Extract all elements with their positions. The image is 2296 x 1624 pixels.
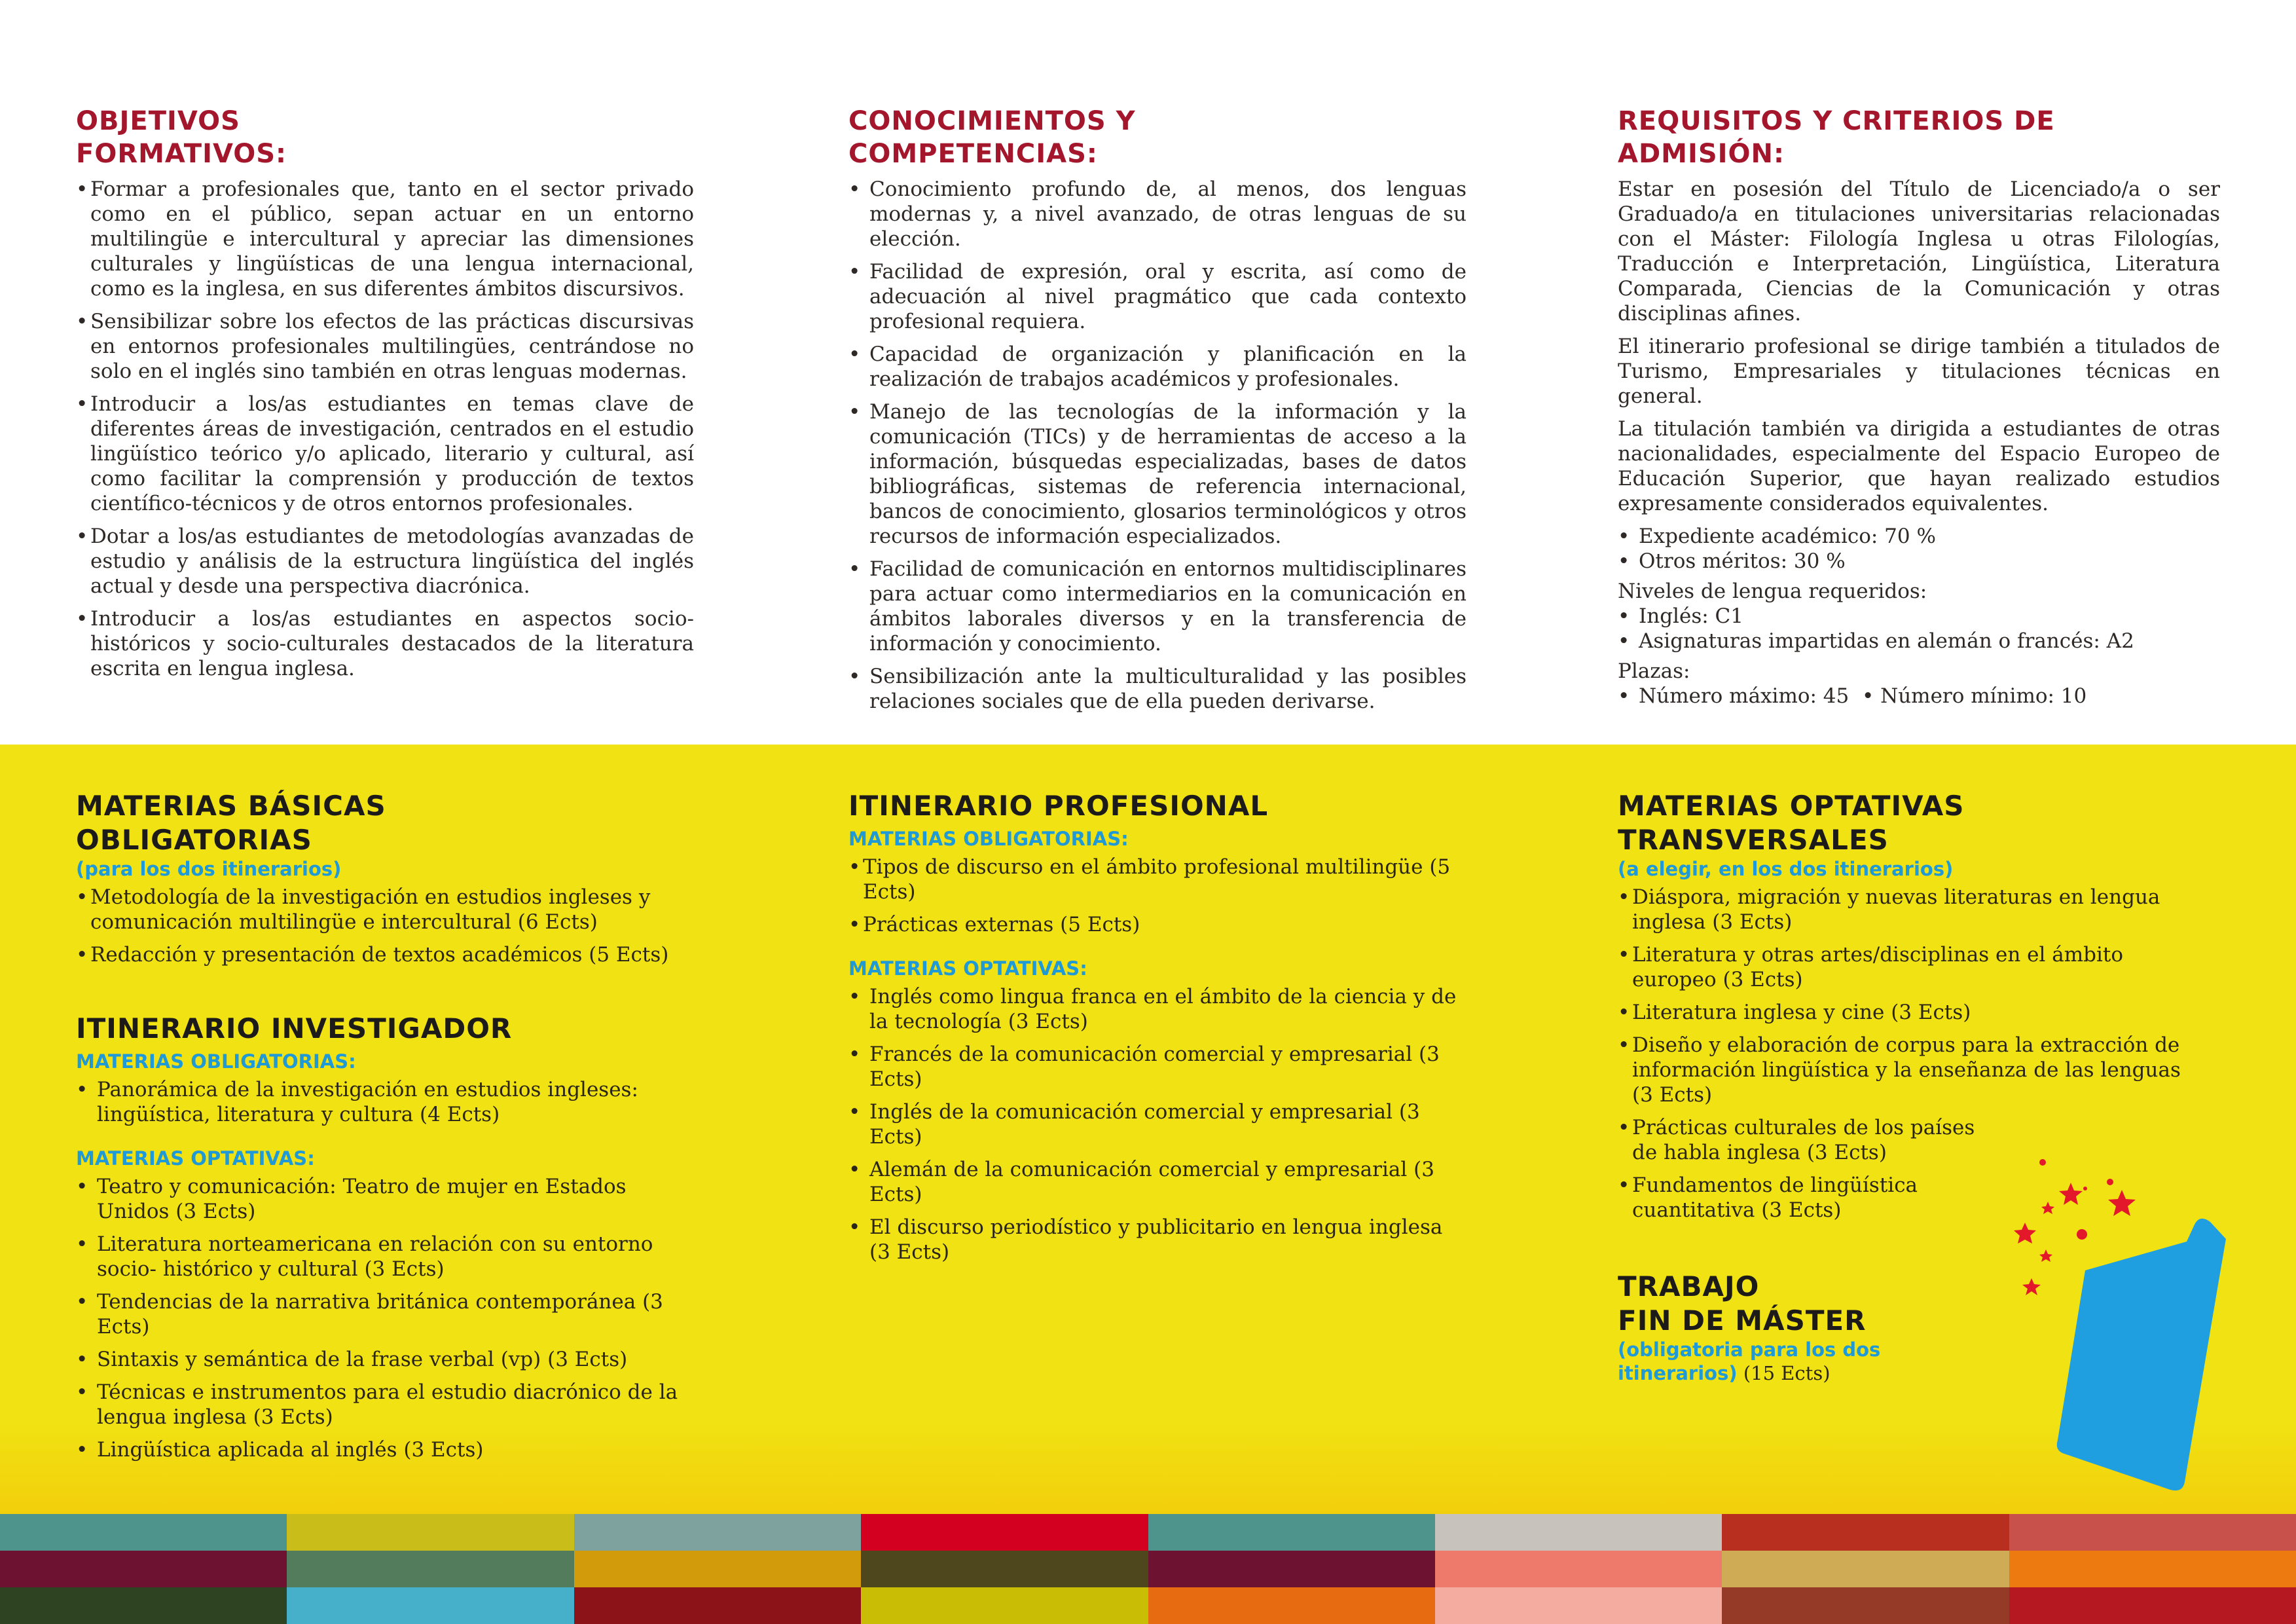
- color-cell: [574, 1551, 861, 1587]
- color-cell: [2009, 1514, 2296, 1551]
- color-cell: [861, 1587, 1148, 1624]
- strip-row: [0, 1587, 2296, 1624]
- profesional-column: [848, 789, 1467, 1272]
- color-cell: [574, 1514, 861, 1551]
- list-item: • Inglés: C1: [1618, 604, 2220, 629]
- basicas-title: MATERIAS BÁSICAS OBLIGATORIAS: [76, 790, 386, 856]
- requisitos-column: [1618, 105, 2220, 709]
- list-item: • Prácticas externas (5 Ects): [848, 912, 1467, 937]
- color-cell: [1148, 1551, 1435, 1587]
- requisitos-paragraph: Estar en posesión del Título de Licenciado/a o ser Graduado/a en titulaciones universitarias relacionadas con el Máster: Filología Inglesa u otras Filologías, Traducción e Interpretación, Lingüística, Literatura Comparada, Ciencias de la Comunicación y otras disciplinas afines.: [1618, 177, 2220, 325]
- strip-row: [0, 1551, 2296, 1587]
- basicas-investigador-column: [76, 789, 694, 1470]
- list-item: • Facilidad de comunicación en entornos multidisciplinares para actuar como intermediarios en la comunicación en ámbitos laborales diversos y en la transferencia de información y conocimiento.: [848, 557, 1467, 656]
- conocimientos-column: [848, 105, 1467, 722]
- yellow-section: [0, 745, 2296, 1514]
- list-item: • Sensibilizar sobre los efectos de las prácticas discursivas en entornos profesionales multilingües, centrándose no solo en el inglés sino también en otras lenguas modernas.: [76, 309, 694, 384]
- conocimientos-title: CONOCIMIENTOS Y COMPETENCIAS:: [848, 106, 1136, 169]
- color-cell: [574, 1587, 861, 1624]
- objetivos-title: OBJETIVOS FORMATIVOS:: [76, 106, 287, 169]
- list-item: • Metodología de la investigación en estudios ingleses y comunicación multilingüe e intercultural (6 Ects): [76, 885, 694, 934]
- list-item: • Teatro y comunicación: Teatro de mujer en Estados Unidos (3 Ects): [76, 1174, 694, 1224]
- investigador-opt-list: [76, 1174, 694, 1462]
- color-cell: [0, 1514, 287, 1551]
- list-item: • Conocimiento profundo de, al menos, dos lenguas modernas y, a nivel avanzado, de otras lenguas de su elección.: [848, 177, 1467, 251]
- list-item: • Tendencias de la narrativa británica contemporánea (3 Ects): [76, 1289, 694, 1339]
- color-cell: [1435, 1514, 1722, 1551]
- color-cell: [1148, 1587, 1435, 1624]
- list-item: • Técnicas e instrumentos para el estudio diacrónico de la lengua inglesa (3 Ects): [76, 1380, 694, 1430]
- list-item: • Formar a profesionales que, tanto en el sector privado como en el público, sepan actuar en un entorno multilingüe e intercultural y apreciar las dimensiones culturales y lingüísticas de una lengua internacional, como es la inglesa, en sus diferentes ámbitos discursivos.: [76, 177, 694, 301]
- color-cell: [1722, 1514, 2009, 1551]
- color-cell: [0, 1551, 287, 1587]
- basicas-subtitle: (para los dos itinerarios): [76, 858, 342, 880]
- list-item: • Expediente académico: 70 %: [1618, 524, 2220, 549]
- strip-row: [0, 1514, 2296, 1551]
- list-item: • El discurso periodístico y publicitario en lengua inglesa (3 Ects): [848, 1215, 1467, 1264]
- investigador-opt-label: MATERIAS OPTATIVAS:: [76, 1147, 315, 1170]
- color-cell: [861, 1514, 1148, 1551]
- investigador-oblig-label: MATERIAS OBLIGATORIAS:: [76, 1050, 356, 1073]
- list-item: • Asignaturas impartidas en alemán o francés: A2: [1618, 629, 2220, 654]
- list-item: • Inglés de la comunicación comercial y empresarial (3 Ects): [848, 1099, 1467, 1149]
- basicas-list: [76, 885, 694, 967]
- list-item: • Inglés como lingua franca en el ámbito de la ciencia y de la tecnología (3 Ects): [848, 984, 1467, 1034]
- list-item: • Tipos de discurso en el ámbito profesional multilingüe (5 Ects): [848, 855, 1467, 904]
- color-cell: [2009, 1587, 2296, 1624]
- list-item: • Francés de la comunicación comercial y empresarial (3 Ects): [848, 1042, 1467, 1092]
- objetivos-list: [76, 177, 694, 681]
- color-cell: [287, 1587, 574, 1624]
- list-item: • Capacidad de organización y planificación en la realización de trabajos académicos y profesionales.: [848, 342, 1467, 392]
- list-item: • Prácticas culturales de los países de habla inglesa (3 Ects): [1618, 1115, 1997, 1165]
- list-item: • Introducir a los/as estudiantes en aspectos socio-históricos y socio-culturales destacados de la literatura escrita en lengua inglesa.: [76, 606, 694, 681]
- tfm-subtitle: (obligatoria para los dos itinerarios) (15 Ects): [1618, 1338, 1881, 1384]
- color-cell: [287, 1514, 574, 1551]
- list-item: • Diáspora, migración y nuevas literaturas en lengua inglesa (3 Ects): [1618, 885, 2194, 934]
- decorative-card-with-stars-icon: [1990, 1146, 2252, 1500]
- list-item: • Fundamentos de lingüística cuantitativa (3 Ects): [1618, 1173, 1984, 1223]
- profesional-oblig-list: [848, 855, 1467, 937]
- requisitos-paragraph: El itinerario profesional se dirige también a titulados de Turismo, Empresariales y titulaciones técnicas en general.: [1618, 335, 2220, 408]
- profesional-opt-list: [848, 984, 1467, 1264]
- color-cell: [1435, 1551, 1722, 1587]
- transversales-subtitle: (a elegir, en los dos itinerarios): [1618, 858, 1954, 880]
- list-item: • Literatura inglesa y cine (3 Ects): [1618, 1000, 2194, 1025]
- color-cell: [2009, 1551, 2296, 1587]
- color-cell: [1435, 1587, 1722, 1624]
- profesional-title: ITINERARIO PROFESIONAL: [848, 790, 1269, 822]
- list-item: • Literatura y otras artes/disciplinas en el ámbito europeo (3 Ects): [1618, 942, 2194, 992]
- list-item: • Diseño y elaboración de corpus para la extracción de información lingüística y la enseñanza de las lenguas (3 Ects): [1618, 1033, 2194, 1107]
- objetivos-column: [76, 105, 694, 689]
- investigador-title: ITINERARIO INVESTIGADOR: [76, 1012, 513, 1044]
- profesional-opt-label: MATERIAS OPTATIVAS:: [848, 957, 1087, 980]
- list-item: • Literatura norteamericana en relación con su entorno socio- histórico y cultural (3 Ects): [76, 1232, 694, 1282]
- criteria-list: [1618, 524, 2220, 574]
- list-item: • Dotar a los/as estudiantes de metodologías avanzadas de estudio y análisis de la estructura lingüística del inglés actual y desde una perspectiva diacrónica.: [76, 524, 694, 599]
- niveles-list: [1618, 604, 2220, 654]
- list-item: • Panorámica de la investigación en estudios ingleses: lingüística, literatura y cultura (4 Ects): [76, 1077, 694, 1127]
- transversales-title: MATERIAS OPTATIVAS TRANSVERSALES: [1618, 790, 1965, 856]
- profesional-oblig-label: MATERIAS OBLIGATORIAS:: [848, 828, 1129, 850]
- conocimientos-list: [848, 177, 1467, 714]
- color-strip: [0, 1514, 2296, 1624]
- list-item: • Facilidad de expresión, oral y escrita, así como de adecuación al nivel pragmático que cada contexto profesional requiera.: [848, 259, 1467, 334]
- list-item: • Manejo de las tecnologías de la información y la comunicación (TICs) y de herramientas de acceso a la información, búsquedas especializadas, bases de datos bibliográficas, sistemas de referencia internacional, bancos de conocimiento, glosarios terminológicos y otros recursos de información especializados.: [848, 399, 1467, 549]
- requisitos-title: REQUISITOS Y CRITERIOS DE ADMISIÓN:: [1618, 106, 2055, 169]
- list-item: • Otros méritos: 30 %: [1618, 549, 2220, 574]
- requisitos-paragraph: La titulación también va dirigida a estudiantes de otras nacionalidades, especialmente del Espacio Europeo de Educación Superior, que hayan realizado estudios expresamente considerados equivalentes.: [1618, 417, 2220, 515]
- color-cell: [861, 1551, 1148, 1587]
- color-cell: [0, 1587, 287, 1624]
- list-item: • Número máximo: 45 • Número mínimo: 10: [1618, 684, 2220, 709]
- niveles-label: Niveles de lengua requeridos:: [1618, 580, 1927, 603]
- color-cell: [287, 1551, 574, 1587]
- plazas-list: [1618, 684, 2220, 709]
- plazas-label: Plazas:: [1618, 659, 1690, 683]
- list-item: • Lingüística aplicada al inglés (3 Ects): [76, 1437, 694, 1462]
- list-item: • Sensibilización ante la multiculturalidad y las posibles relaciones sociales que de ella pueden derivarse.: [848, 664, 1467, 714]
- color-cell: [1722, 1551, 2009, 1587]
- color-cell: [1148, 1514, 1435, 1551]
- blue-card-icon: [2057, 1219, 2226, 1490]
- top-section: [0, 0, 2296, 745]
- list-item: • Redacción y presentación de textos académicos (5 Ects): [76, 942, 694, 967]
- list-item: • Introducir a los/as estudiantes en temas clave de diferentes áreas de investigación, centrados en el estudio lingüístico teórico y/o aplicado, literario y cultural, así como facilitar la comprensión y producción de textos científico-técnicos y de otros entornos profesionales.: [76, 392, 694, 516]
- investigador-oblig-list: [76, 1077, 694, 1127]
- list-item: • Sintaxis y semántica de la frase verbal (vp) (3 Ects): [76, 1347, 694, 1372]
- list-item: • Alemán de la comunicación comercial y empresarial (3 Ects): [848, 1157, 1467, 1207]
- tfm-title: TRABAJO FIN DE MÁSTER: [1618, 1270, 1867, 1337]
- color-cell: [1722, 1587, 2009, 1624]
